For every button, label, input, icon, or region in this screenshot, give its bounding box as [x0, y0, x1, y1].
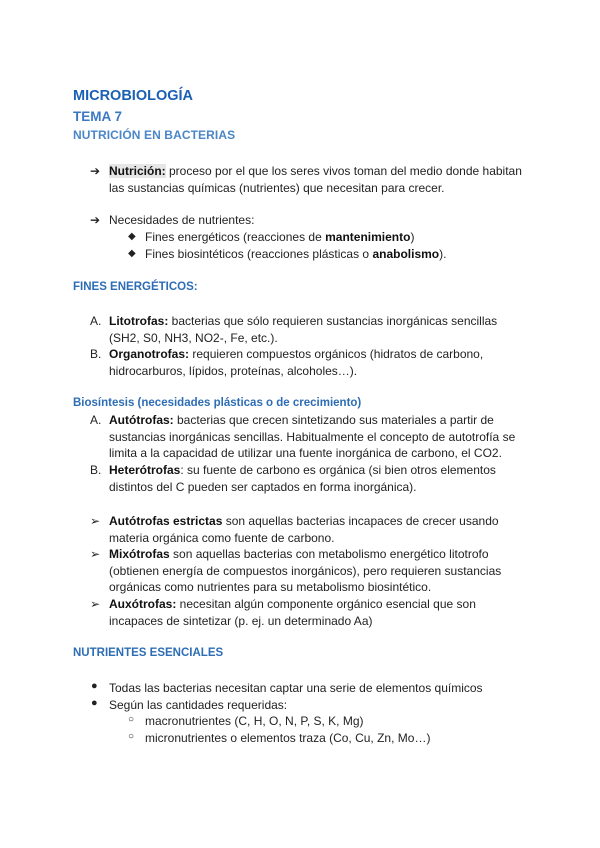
list-marker: B. [90, 463, 102, 477]
litotrofas-item: Litotrofas: bacterias que sólo requieren sustancias inorgánicas sencillas (SH2, S0, NH3, NO2-, Fe, etc.). [109, 314, 498, 345]
auxotrofas-item: Auxótrofas: necesitan algún componente orgánico esencial que son incapaces de sintetizar (p. ej. un determinado Aa) [109, 597, 476, 628]
list-marker: B. [90, 347, 102, 361]
biosintesis-heading: Biosíntesis (necesidades plásticas o de crecimiento) [73, 397, 362, 409]
arrow-bullet-icon: ➔ [90, 164, 101, 178]
autotrofas-item: Autótrofas: bacterias que crecen sintetizando sus materiales a partir de sustancias inorgánicas sencillas. Habitualmente el concepto de autotrofía se limita a la capacidad de utilizar una fuente inorgánica de carbono, el CO2. [109, 413, 516, 460]
list-marker: A. [90, 413, 102, 427]
circle-bullet-icon: ○ [128, 731, 135, 742]
necesidades-text: Necesidades de nutrientes: [109, 213, 255, 227]
arrowhead-bullet-icon: ➢ [90, 514, 101, 528]
document-subtitle: TEMA 7 [73, 109, 123, 124]
arrowhead-bullet-icon: ➢ [90, 547, 101, 561]
dot-bullet-icon: ● [91, 680, 98, 692]
nutrientes-bullet-1: Todas las bacterias necesitan captar una serie de elementos químicos [109, 681, 483, 695]
diamond-bullet-icon: ◆ [128, 231, 136, 242]
dot-bullet-icon: ● [91, 697, 98, 709]
arrow-bullet-icon: ➔ [90, 213, 101, 227]
autotrofas-estrictas-item: Autótrofas estrictas son aquellas bacterias incapaces de crecer usando materia orgánica como fuente de carbono. [109, 514, 499, 545]
section-title: NUTRICIÓN EN BACTERIAS [73, 128, 236, 142]
heterotrofas-item: Heterótrofas: su fuente de carbono es orgánica (si bien otros elementos distintos del C pueden ser captados en forma inorgánica). [109, 463, 496, 494]
arrowhead-bullet-icon: ➢ [90, 597, 101, 611]
fines-energeticos-item: Fines energéticos (reacciones de mantenimiento) [145, 230, 415, 244]
macronutrientes-item: macronutrientes (C, H, O, N, P, S, K, Mg) [145, 714, 364, 728]
nutricion-definition: Nutrición: proceso por el que los seres vivos toman del medio donde habitan las sustancias químicas (nutrientes) que necesitan para crecer. [109, 164, 522, 195]
fines-energeticos-heading: FINES ENERGÉTICOS: [73, 281, 198, 293]
mixotrofas-item: Mixótrofas son aquellas bacterias con metabolismo energético litotrofo (obtienen energía de compuestos inorgánicos), pero requieren sustancias orgánicas como nutrientes para su metabolismo biosintético. [109, 547, 502, 594]
organotrofas-item: Organotrofas: requieren compuestos orgánicos (hidratos de carbono, hidrocarburos, lípidos, proteínas, alcoholes…). [109, 347, 484, 378]
diamond-bullet-icon: ◆ [128, 248, 136, 259]
fines-biosinteticos-item: Fines biosintéticos (reacciones plásticas o anabolismo). [145, 247, 447, 261]
circle-bullet-icon: ○ [128, 714, 135, 725]
document-title: MICROBIOLOGÍA [73, 88, 194, 104]
list-marker: A. [90, 314, 102, 328]
nutrientes-bullet-2: Según las cantidades requeridas: [109, 698, 288, 712]
nutrientes-heading: NUTRIENTES ESENCIALES [73, 647, 224, 659]
nutricion-term: Nutrición: [109, 164, 166, 178]
micronutrientes-item: micronutrientes o elementos traza (Co, Cu, Zn, Mo…) [145, 731, 431, 745]
